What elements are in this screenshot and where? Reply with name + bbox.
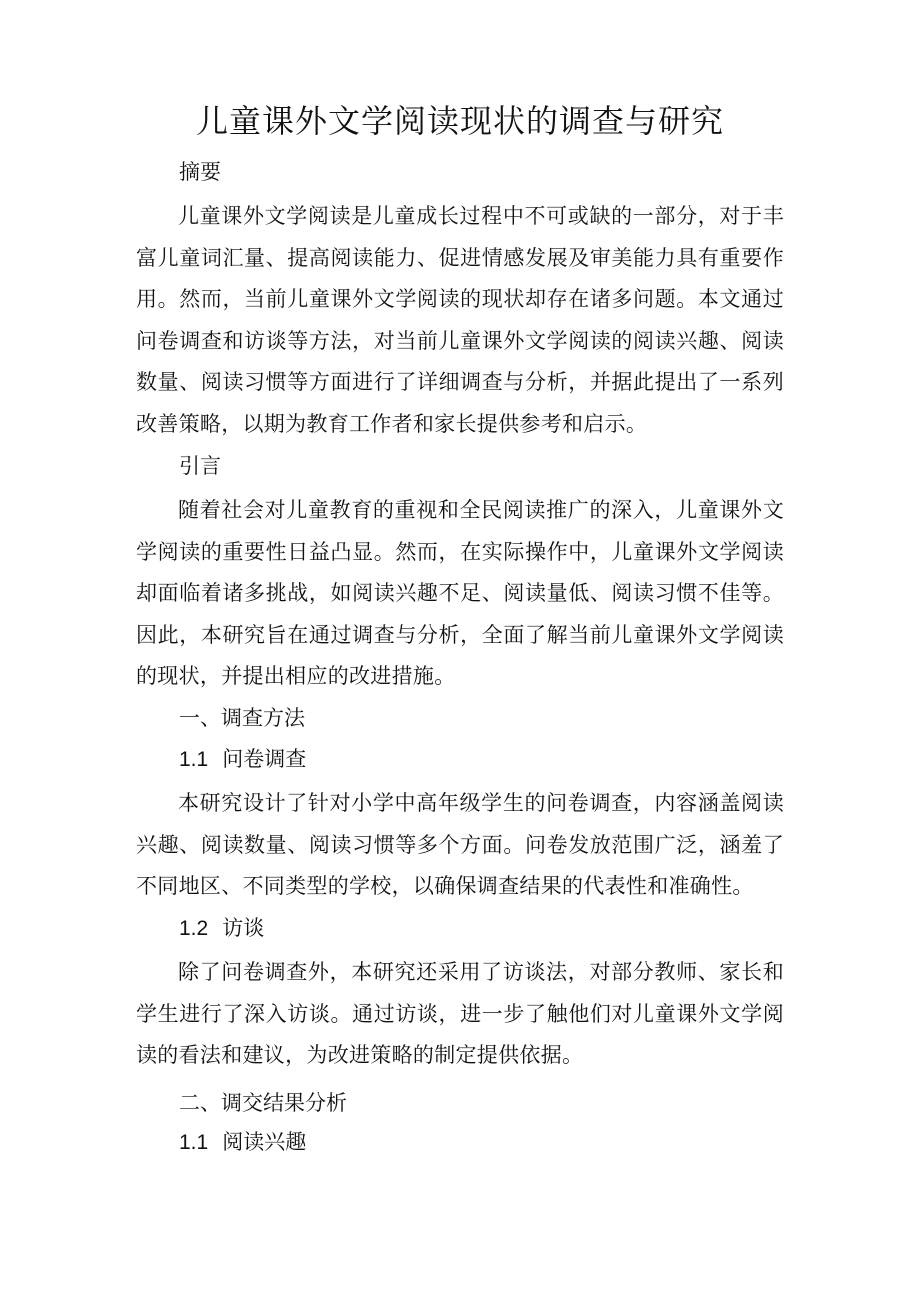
subsection-1-2-paragraph: 除了问卷调查外，本研究还采用了访谈法，对部分教师、家长和学生进行了深入访谈。通过访谈，进一步了触他们对儿童课外文学阅读的看法和建议，为改进策略的制定提供依据。 xyxy=(136,960,784,1067)
intro-heading: 引言 xyxy=(179,454,221,478)
section-1-heading: 一、调查方法 xyxy=(179,706,305,730)
subsection-1-1-paragraph: 本研究设计了针对小学中高年级学生的问卷调查，内容涵盖阅读兴趣、阅读数量、阅读习惯等多个方面。问卷发放范围广泛，涵羞了不同地区、不同类型的学校，以确保调查结果的代表性和准确性。 xyxy=(136,791,784,898)
subsection-title: 阅读兴趣 xyxy=(222,1130,307,1154)
subsection-title: 访谈 xyxy=(222,916,265,940)
abstract-heading: 摘要 xyxy=(179,160,221,184)
abstract-paragraph: 儿童课外文学阅读是儿童成长过程中不可或缺的一部分，对于丰富儿童词汇量、提高阅读能力、促进情感发展及审美能力具有重要作用。然而，当前儿童课外文学阅读的现状却存在诸多问题。本文通过问卷调查和访谈等方法，对当前儿童课外文学阅读的阅读兴趣、阅读数量、阅读习惯等方面进行了详细调查与分析，并据此提出了一系列改善策略，以期为教育工作者和家长提供参考和启示。 xyxy=(136,204,784,436)
subsection-number: 1.1 xyxy=(179,1131,209,1154)
subsection-number: 1.1 xyxy=(179,748,209,771)
subsection-1-2-heading xyxy=(179,913,264,944)
section-2-heading: 二、调交结果分析 xyxy=(179,1091,347,1115)
subsection-title: 问卷调查 xyxy=(222,747,307,771)
document-title: 儿童课外文学阅读现状的调查与研究 xyxy=(195,102,724,140)
intro-paragraph: 随着社会对儿童教育的重视和全民阅读推广的深入，儿童课外文学阅读的重要性日益凸显。然而，在实际操作中，儿童课外文学阅读却面临着诸多挑战，如阅读兴趣不足、阅读量低、阅读习惯不佳等。因此，本研究旨在通过调查与分析，全面了解当前儿童课外文学阅读的现状，并提出相应的改进措施。 xyxy=(136,498,784,688)
subsection-1-1-heading xyxy=(179,744,306,775)
subsection-number: 1.2 xyxy=(179,917,209,940)
subsection-2-1-heading xyxy=(179,1127,306,1158)
